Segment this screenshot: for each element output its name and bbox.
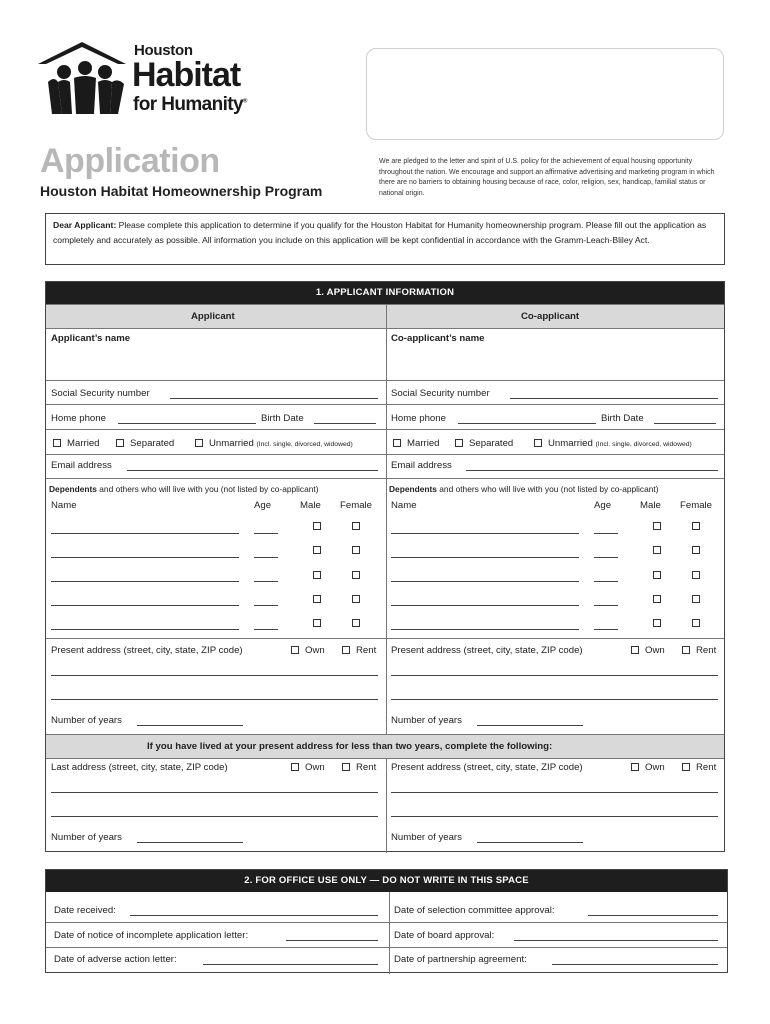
applicant-own-label: Own [305, 645, 325, 656]
coapplicant-last-rent-checkbox[interactable] [682, 763, 690, 771]
coapplicant-unmarried-checkbox[interactable] [534, 439, 542, 447]
coapplicant-dep-male-checkbox[interactable] [653, 571, 661, 579]
applicant-column-header: Applicant [191, 311, 235, 322]
applicant-dep-name-field[interactable] [51, 605, 239, 606]
applicant-dep-male-checkbox[interactable] [313, 571, 321, 579]
coapplicant-ssn-field[interactable] [510, 398, 718, 399]
applicant-dep-name-field[interactable] [51, 581, 239, 582]
coapplicant-own-checkbox[interactable] [631, 646, 639, 654]
applicant-dep-name-field[interactable] [51, 629, 239, 630]
incomplete-letter-label: Date of notice of incomplete application letter: [54, 930, 249, 941]
section1-header: 1. APPLICANT INFORMATION [46, 282, 724, 304]
coapplicant-dep-name-field[interactable] [391, 557, 579, 558]
applicant-dep-male-checkbox[interactable] [313, 522, 321, 530]
coapplicant-dep-female-header: Female [680, 500, 712, 511]
applicant-email-field[interactable] [127, 470, 378, 471]
coapplicant-years-field[interactable] [477, 725, 583, 726]
coapplicant-home-phone-field[interactable] [458, 423, 596, 424]
coapplicant-dep-age-field[interactable] [594, 605, 618, 606]
coapplicant-rent-checkbox[interactable] [682, 646, 690, 654]
applicant-dep-female-checkbox[interactable] [352, 546, 360, 554]
applicant-dep-age-header: Age [254, 500, 272, 511]
applicant-married-label: Married [67, 438, 100, 449]
applicant-information-section [45, 281, 725, 852]
applicant-email-label: Email address [51, 460, 112, 471]
applicant-dep-age-field[interactable] [254, 533, 278, 534]
applicant-last-own-checkbox[interactable] [291, 763, 299, 771]
applicant-unmarried-label: Unmarried (Incl. single, divorced, widowed) [209, 438, 353, 449]
applicant-dep-male-checkbox[interactable] [313, 546, 321, 554]
coapplicant-last-own-checkbox[interactable] [631, 763, 639, 771]
habitat-logo [38, 42, 268, 120]
coapplicant-last-years-label: Number of years [391, 832, 462, 843]
coapplicant-email-label: Email address [391, 460, 452, 471]
applicant-last-rent-checkbox[interactable] [342, 763, 350, 771]
applicant-dep-male-checkbox[interactable] [313, 619, 321, 627]
applicant-birth-date-field[interactable] [314, 423, 376, 424]
applicant-dep-age-field[interactable] [254, 629, 278, 630]
dear-applicant-box [45, 213, 725, 265]
coapplicant-dep-female-checkbox[interactable] [692, 546, 700, 554]
section2-header: 2. FOR OFFICE USE ONLY — DO NOT WRITE IN THIS SPACE [46, 870, 727, 892]
applicant-address-line1[interactable] [51, 675, 378, 676]
coapplicant-last-years-field[interactable] [477, 842, 583, 843]
coapplicant-separated-label: Separated [469, 438, 514, 449]
applicant-last-address-label: Last address (street, city, state, ZIP code) [51, 762, 228, 773]
dear-applicant-lead: Dear Applicant: [53, 220, 117, 230]
applicant-separated-checkbox[interactable] [116, 439, 124, 447]
coapplicant-home-phone-label: Home phone [391, 413, 446, 424]
office-use-section [45, 869, 728, 973]
applicant-present-address-label: Present address (street, city, state, ZIP code) [51, 645, 243, 656]
coapplicant-last-address-label: Present address (street, city, state, ZIP code) [391, 762, 583, 773]
coapplicant-married-label: Married [407, 438, 440, 449]
applicant-dep-female-checkbox[interactable] [352, 595, 360, 603]
coapplicant-present-address-label: Present address (street, city, state, ZIP code) [391, 645, 583, 656]
applicant-dep-male-header: Male [300, 500, 321, 511]
logo-houston: Houston [134, 42, 193, 59]
coapplicant-column-header: Co-applicant [521, 311, 580, 322]
date-received-label: Date received: [54, 905, 116, 916]
coapplicant-dep-age-field[interactable] [594, 629, 618, 630]
coapplicant-dep-female-checkbox[interactable] [692, 619, 700, 627]
coapplicant-dep-female-checkbox[interactable] [692, 595, 700, 603]
coapplicant-address-line1[interactable] [391, 675, 718, 676]
applicant-rent-label: Rent [356, 645, 377, 656]
applicant-dep-male-checkbox[interactable] [313, 595, 321, 603]
coapplicant-rent-label: Rent [696, 645, 717, 656]
applicant-rent-checkbox[interactable] [342, 646, 350, 654]
coapplicant-dep-name-header: Name [391, 500, 417, 511]
applicant-married-checkbox[interactable] [53, 439, 61, 447]
coapplicant-ssn-label: Social Security number [391, 388, 490, 399]
coapplicant-own-label: Own [645, 645, 665, 656]
two-years-instruction: If you have lived at your present address for less than two years, complete the following: [147, 741, 553, 752]
applicant-dep-female-checkbox[interactable] [352, 522, 360, 530]
habitat-house-icon [38, 42, 134, 116]
applicant-last-address-line1[interactable] [51, 792, 378, 793]
coapplicant-dep-male-checkbox[interactable] [653, 522, 661, 530]
applicant-dep-age-field[interactable] [254, 605, 278, 606]
coapplicant-email-field[interactable] [466, 470, 718, 471]
applicant-last-years-field[interactable] [137, 842, 243, 843]
coapplicant-married-checkbox[interactable] [393, 439, 401, 447]
board-approval-field[interactable] [514, 940, 718, 941]
coapplicant-birth-date-field[interactable] [654, 423, 716, 424]
applicant-separated-label: Separated [130, 438, 175, 449]
applicant-ssn-label: Social Security number [51, 388, 150, 399]
applicant-dep-name-field[interactable] [51, 533, 239, 534]
applicant-name-label: Applicant’s name [51, 333, 131, 344]
adverse-letter-field[interactable] [203, 964, 378, 965]
coapplicant-dep-male-checkbox[interactable] [653, 619, 661, 627]
applicant-dep-name-header: Name [51, 500, 77, 511]
coapplicant-dep-female-checkbox[interactable] [692, 571, 700, 579]
applicant-home-phone-label: Home phone [51, 413, 106, 424]
coapplicant-last-rent-label: Rent [696, 762, 717, 773]
coapplicant-dep-age-header: Age [594, 500, 612, 511]
coapplicant-last-address-line2[interactable] [391, 816, 718, 817]
applicant-last-own-label: Own [305, 762, 325, 773]
coapplicant-last-own-label: Own [645, 762, 665, 773]
coapplicant-separated-checkbox[interactable] [455, 439, 463, 447]
coapplicant-dep-female-checkbox[interactable] [692, 522, 700, 530]
coapplicant-dep-age-field[interactable] [594, 533, 618, 534]
applicant-dep-female-checkbox[interactable] [352, 619, 360, 627]
logo-habitat: Habitat [132, 56, 241, 94]
applicant-dep-age-field[interactable] [254, 581, 278, 582]
coapplicant-dep-name-field[interactable] [391, 629, 579, 630]
coapplicant-dep-male-checkbox[interactable] [653, 546, 661, 554]
selection-approval-label: Date of selection committee approval: [394, 905, 555, 916]
coapplicant-unmarried-label: Unmarried (Incl. single, divorced, widowed) [548, 438, 692, 449]
incomplete-letter-field[interactable] [286, 940, 378, 941]
page-title: Application [40, 142, 220, 180]
coapplicant-address-line2[interactable] [391, 699, 718, 700]
office-stamp-box [366, 48, 724, 140]
applicant-dep-female-checkbox[interactable] [352, 571, 360, 579]
coapplicant-dep-male-checkbox[interactable] [653, 595, 661, 603]
coapplicant-years-label: Number of years [391, 715, 462, 726]
coapplicant-dep-age-field[interactable] [594, 557, 618, 558]
coapplicant-last-address-line1[interactable] [391, 792, 718, 793]
applicant-dep-age-field[interactable] [254, 557, 278, 558]
date-received-field[interactable] [130, 915, 378, 916]
applicant-last-address-line2[interactable] [51, 816, 378, 817]
applicant-last-rent-label: Rent [356, 762, 377, 773]
applicant-dep-name-field[interactable] [51, 557, 239, 558]
applicant-own-checkbox[interactable] [291, 646, 299, 654]
applicant-address-line2[interactable] [51, 699, 378, 700]
partnership-label: Date of partnership agreement: [394, 954, 527, 965]
equal-housing-pledge: We are pledged to the letter and spirit of U.S. policy for the achievement of equal housing opportunity throughout the nation. We encourage and support an affirmative advertising and marketing program in which there are no barriers to obtaining housing because of race, color, religion, sex, handicap, familial status or national origin. [379, 158, 715, 197]
coapplicant-name-label: Co-applicant’s name [391, 333, 485, 344]
board-approval-label: Date of board approval: [394, 930, 495, 941]
adverse-letter-label: Date of adverse action letter: [54, 954, 177, 965]
applicant-ssn-field[interactable] [170, 398, 378, 399]
coapplicant-dep-name-field[interactable] [391, 605, 579, 606]
coapplicant-dep-name-field[interactable] [391, 581, 579, 582]
selection-approval-field[interactable] [588, 915, 718, 916]
applicant-last-years-label: Number of years [51, 832, 122, 843]
applicant-unmarried-checkbox[interactable] [195, 439, 203, 447]
applicant-birth-date-label: Birth Date [261, 413, 304, 424]
applicant-dep-female-header: Female [340, 500, 372, 511]
coapplicant-dep-male-header: Male [640, 500, 661, 511]
coapplicant-dep-name-field[interactable] [391, 533, 579, 534]
logo-for-humanity: for Humanity® [133, 94, 247, 115]
coapplicant-dep-age-field[interactable] [594, 581, 618, 582]
applicant-home-phone-field[interactable] [118, 423, 256, 424]
coapplicant-birth-date-label: Birth Date [601, 413, 644, 424]
coapplicant-dependents-heading: Dependents and others who will live with you (not listed by co-applicant) [389, 484, 659, 494]
applicant-dependents-heading: Dependents and others who will live with you (not listed by co-applicant) [49, 484, 319, 494]
program-subtitle: Houston Habitat Homeownership Program [40, 183, 323, 199]
dear-applicant-text: Please complete this application to determine if you qualify for the Houston Habitat for Humanity homeownership program. Please fill out the application as completely and accurately as possible. All information you include on this application will be kept confidential in accordance with the Gramm-Leach-Bliley Act. [53, 220, 707, 245]
applicant-years-field[interactable] [137, 725, 243, 726]
partnership-field[interactable] [552, 964, 718, 965]
applicant-years-label: Number of years [51, 715, 122, 726]
